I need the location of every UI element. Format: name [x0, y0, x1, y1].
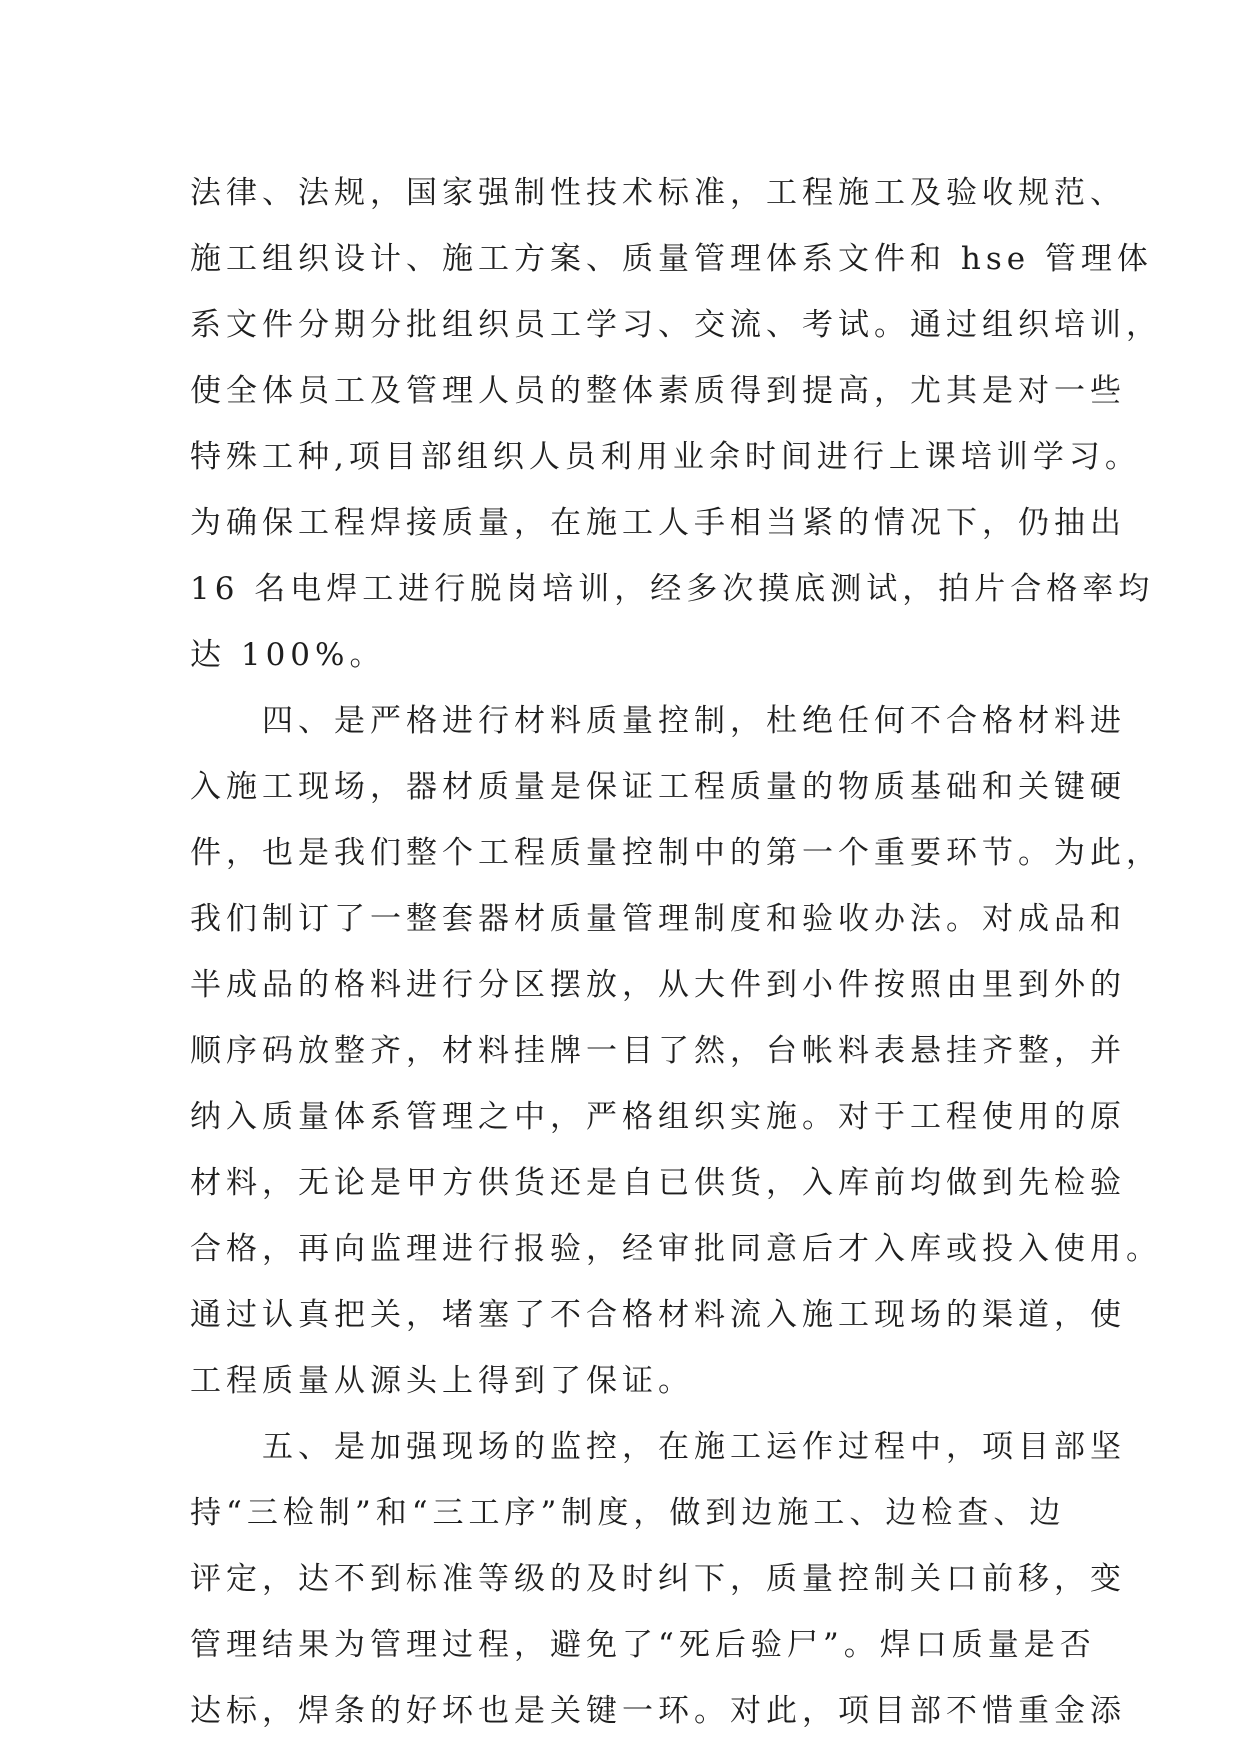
text-line: 为确保工程焊接质量，在施工人手相当紧的情况下，仍抽出 [190, 505, 1126, 541]
text-line: 四、是严格进行材料质量控制，杜绝任何不合格材料进 [190, 703, 1126, 739]
text-line: 使全体员工及管理人员的整体素质得到提高，尤其是对一些 [190, 373, 1126, 409]
text-line: 五、是加强现场的监控，在施工运作过程中，项目部坚 [190, 1429, 1126, 1465]
text-line: 达标，焊条的好坏也是关键一环。对此，项目部不惜重金添 [190, 1693, 1126, 1729]
text-line: 件，也是我们整个工程质量控制中的第一个重要环节。为此， [190, 835, 1162, 871]
text-line: 半成品的格料进行分区摆放，从大件到小件按照由里到外的 [190, 967, 1126, 1003]
text-line: 法律、法规，国家强制性技术标准，工程施工及验收规范、 [190, 175, 1126, 211]
text-line: 工程质量从源头上得到了保证。 [190, 1363, 694, 1399]
text-line: 合格，再向监理进行报验，经审批同意后才入库或投入使用。 [190, 1231, 1162, 1267]
text-line: 系文件分期分批组织员工学习、交流、考试。通过组织培训， [190, 307, 1162, 343]
document-body [190, 160, 1162, 1744]
text-line: 评定，达不到标准等级的及时纠下，质量控制关口前移，变 [190, 1561, 1126, 1597]
text-line: 特殊工种,项目部组织人员利用业余时间进行上课培训学习。 [190, 439, 1141, 475]
text-line: 施工组织设计、施工方案、质量管理体系文件和 hse 管理体 [190, 241, 1153, 277]
text-line: 材料，无论是甲方供货还是自已供货，入库前均做到先检验 [190, 1165, 1126, 1201]
text-line: 我们制订了一整套器材质量管理制度和验收办法。对成品和 [190, 901, 1126, 937]
text-line: 通过认真把关，堵塞了不合格材料流入施工现场的渠道，使 [190, 1297, 1126, 1333]
text-line: 管理结果为管理过程，避免了“死后验尸”。焊口质量是否 [190, 1627, 1096, 1663]
text-line: 达 100%。 [190, 637, 386, 673]
text-line: 纳入质量体系管理之中，严格组织实施。对于工程使用的原 [190, 1099, 1126, 1135]
text-line: 16 名电焊工进行脱岗培训，经多次摸底测试，拍片合格率均 [190, 571, 1155, 607]
text-line: 入施工现场，器材质量是保证工程质量的物质基础和关键硬 [190, 769, 1126, 805]
text-line: 持“三检制”和“三工序”制度，做到边施工、边检查、边 [190, 1495, 1066, 1531]
text-line: 顺序码放整齐，材料挂牌一目了然，台帐料表悬挂齐整，并 [190, 1033, 1126, 1069]
